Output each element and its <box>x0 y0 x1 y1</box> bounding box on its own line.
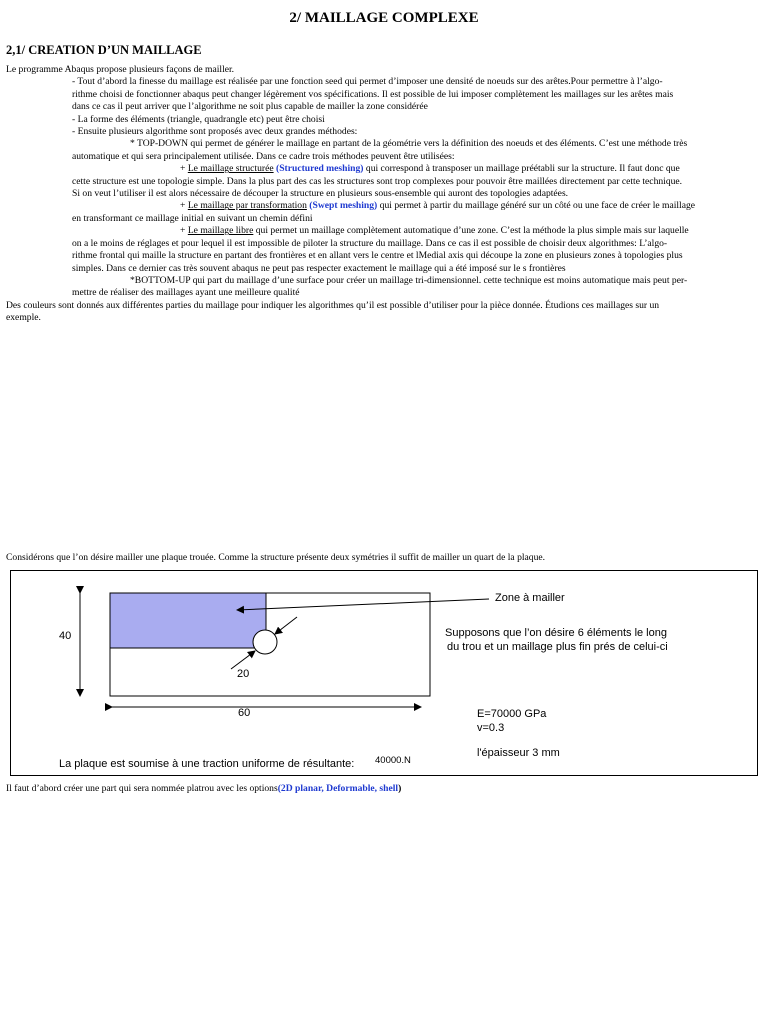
traction-label: La plaque est soumise à une traction uniforme de résultante: <box>59 758 355 770</box>
free-line: rithme frontal qui maille la structure en partant des frontières et en allant vers le centre et lMedial axis qui découpe la zone en plusieurs zones à topologies plus <box>72 250 683 262</box>
structured-text: qui correspond à transposer un maillage préétabli sur la structure. Il faut donc que <box>363 163 680 175</box>
zone-pointer-arrow <box>237 599 489 610</box>
free-label: Le maillage libre <box>187 225 254 237</box>
plate-diagram <box>11 571 759 777</box>
structured-label: Le maillage structurée <box>187 163 274 175</box>
item1-line: dans ce cas il peut arriver que l’algorithme ne soit plus capable de mailler la zone considérée <box>72 101 428 113</box>
body-text <box>6 64 764 325</box>
height-label: 40 <box>59 630 72 642</box>
last-suffix: ) <box>398 783 402 794</box>
bottomup-line: mettre de réaliser des maillages ayant une meilleure qualité <box>72 287 300 299</box>
item3-line: - Ensuite plusieurs algorithme sont proposés avec deux grandes méthodes: <box>72 126 358 138</box>
last-options: (2D planar, Deformable, shell <box>277 783 399 794</box>
bottomup-line: *BOTTOM-UP qui part du maillage d’une surface pour créer un maillage tri-dimensionnel. cette technique est moins automatique mais peut per- <box>130 274 688 286</box>
swept-line: en transformant ce maillage initial en suivant un chemin défini <box>72 212 313 224</box>
mesh-zone <box>110 593 266 648</box>
swept-tag: (Swept meshing) <box>309 200 378 212</box>
topdown-line: automatique et qui sera principalement utilisée. Dans ce cadre trois méthodes peuvent être utilisées: <box>72 150 455 162</box>
item1-line: - Tout d’abord la finesse du maillage est réalisée par une fonction seed qui permet d’imposer une densité de noeuds sur des arêtes.Pour permettre à l’algo- <box>72 76 663 88</box>
item1-line: rithme choisi de fonctionner abaqus peut changer légèrement vos spécifications. Il est possible de lui imposer complètement les maillages sur les arêtes mais <box>72 88 674 100</box>
plate-figure <box>10 570 758 776</box>
hole-arrow-lower <box>231 651 255 669</box>
suppose-line: du trou et un maillage plus fin prés de celui-ci <box>447 641 668 653</box>
swept-label: Le maillage par transformation <box>187 200 307 212</box>
swept-line <box>180 200 764 212</box>
bullet: + <box>180 225 188 237</box>
free-line <box>180 225 764 237</box>
free-line: simples. Dans ce dernier cas très souvent abaqus ne peut pas respecter exactement le maillage qui a été imposé sur le s frontières <box>72 262 566 274</box>
bullet: + <box>180 163 188 175</box>
free-text: qui permet un maillage complètement automatique d’une zone. C’est la méthode la plus simple mais sur laquelle <box>253 225 689 237</box>
colors-line: exemple. <box>6 312 41 324</box>
thickness-label: l'épaisseur 3 mm <box>477 747 560 759</box>
hole-label: 20 <box>237 668 250 680</box>
considerons-line: Considérons que l’on désire mailler une plaque trouée. Comme la structure présente deux symétries il suffit de mailler un quart de la plaque. <box>6 552 546 563</box>
zone-label: Zone à mailler <box>495 592 565 604</box>
hole-arrow-upper <box>275 617 297 634</box>
structured-line: Si on veut l’utiliser il est alors nécessaire de découper la structure en plusieurs sous-ensemble qui auront des topologies adaptées. <box>72 188 569 200</box>
free-line: on a le moins de réglages et pour lequel il est impossible de piloter la structure du maillage. Dans ce cas il est possible de choisir deux algorithmes: L’algo- <box>72 237 668 249</box>
last-line <box>6 783 401 794</box>
topdown-line: * TOP-DOWN qui permet de générer le maillage en partant de la géométrie vers la définition des noeuds et des éléments. C’est une méthode très <box>130 138 688 150</box>
structured-line <box>180 163 764 175</box>
bullet: + <box>180 200 188 212</box>
section-heading: 2,1/ CREATION D’UN MAILLAGE <box>6 43 202 57</box>
force-label: 40000.N <box>375 755 411 766</box>
colors-line: Des couleurs sont donnés aux différentes parties du maillage pour indiquer les algorithmes qu’il est possible d’utiliser pour la pièce donnée. Étudions ces maillages sur un <box>6 299 660 311</box>
hole-circle <box>253 630 277 654</box>
last-prefix: Il faut d’abord créer une part qui sera nommée platrou avec les options <box>6 783 278 794</box>
width-label: 60 <box>238 707 251 719</box>
suppose-line: Supposons que l’on désire 6 éléments le long <box>445 627 667 639</box>
swept-text: qui permet à partir du maillage généré sur un côté ou une face de créer le maillage <box>377 200 696 212</box>
poisson-label: v=0.3 <box>477 722 505 734</box>
item2-line: - La forme des éléments (triangle, quadrangle etc) peut être choisi <box>72 113 325 125</box>
structured-line: cette structure est une topologie simple. Dans la plus part des cas les structures sont trop complexes pour pouvoir être maillées directement par cette technique. <box>72 175 683 187</box>
modulus-label: E=70000 GPa <box>477 708 547 720</box>
page-title: 2/ MAILLAGE COMPLEXE <box>289 10 479 26</box>
intro-line: Le programme Abaqus propose plusieurs façons de mailler. <box>6 64 235 75</box>
structured-tag: (Structured meshing) <box>276 163 364 175</box>
